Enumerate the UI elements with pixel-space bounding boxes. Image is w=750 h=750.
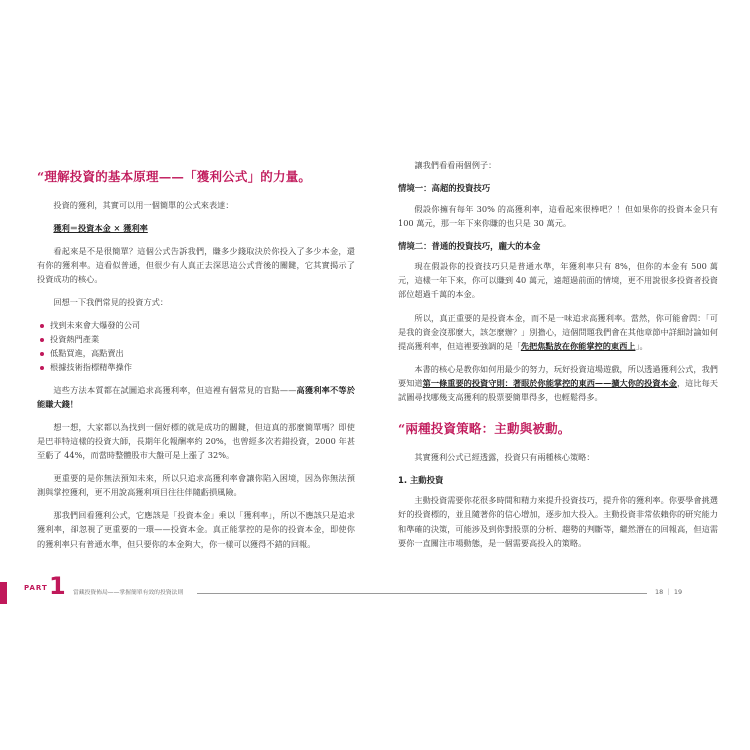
list-item: 投資熱門產業	[37, 332, 355, 346]
text-run: 本書的核心是教你如何用最少的努力，玩好投資這場遊戲，所以透過獲利公式，我們要知道	[398, 363, 718, 388]
list-item: 根據技術指標精準操作	[37, 360, 355, 374]
case-one-heading: 情境一：高超的投資技巧	[398, 183, 491, 194]
left-page-column	[37, 166, 355, 560]
paragraph: 其實獲利公式已經透露，投資只有兩種核心策略：	[414, 451, 595, 462]
paragraph-blind-spot	[37, 383, 355, 411]
emphasis-text: 先把焦點放在你能掌控的東西上	[520, 340, 636, 351]
paragraph: 投資的獲利，其實可以用一個簡單的公式來表達：	[53, 199, 234, 210]
case-two-heading: 情境二：普通的投資技巧，龐大的本金	[398, 240, 541, 251]
paragraph: 假設你擁有每年 30% 的高獲利率，這看起來很棒吧？！但如果你的投資本金只有 100 萬元，那一年下來你賺的也只是 30 萬元。	[398, 203, 718, 228]
paragraph: 讓我們看看兩個例子：	[414, 160, 497, 170]
list-item: 找到未來會大爆發的公司	[37, 318, 355, 332]
paragraph: 想一想，大家都以為找到一個好標的就是成功的關鍵，但這真的那麼簡單嗎？即使是巴菲特這樣的投資大師，長期年化報酬率約 20%，也曾經多次若錯投資，2000 年甚至虧了 44%，而當時整體股市大盤可是上漲了 32%。	[37, 421, 355, 461]
text-run: ，這比每天試圖尋找哪幾支高獲利的股票要簡單得多，也輕鬆得多。	[398, 378, 718, 403]
footer-part-number: 1	[49, 572, 66, 600]
paragraph: 主動投資需要你花很多時間和精力來提升投資技巧，提升你的獲利率。你要學會挑選好的投資標的，並且隨著你的信心增加，逐步加大投入。主動投資非常依賴你的研究能力和準確的決策，可能涉及到你對股票的分析、趨勢的判斷等，繼然潛在的回報高，但這需要你一直關注市場動態，是一個需要高投入的策略。	[398, 495, 718, 548]
active-investing-heading: 1. 主動投資	[398, 474, 444, 485]
footer-running-title: 當藏投資佈局——掌握簡單有效的投資法則	[73, 590, 184, 596]
right-page-column	[398, 158, 718, 559]
paragraph-rule	[398, 362, 718, 404]
section-title-two-strategies: “兩種投資策略：主動與被動。	[398, 421, 571, 437]
paragraph: 回想一下我們常見的投資方式：	[53, 297, 169, 308]
profit-formula: 獲利＝投資本金 × 獲利率	[53, 222, 148, 233]
text-run: 這些方法本質都在試圖追求高獲利率，但這裡有個常見的盲點——	[53, 384, 297, 395]
section-title-profit-formula: “理解投資的基本原理——「獲利公式」的力量。	[37, 169, 312, 184]
text-run: 」。	[635, 340, 648, 351]
paragraph: 那我們回看獲利公式，它應該是「投資本金」乘以「獲利率」，所以不應該只是追求獲利率，卻忽視了更重要的一環——投資本金。真正能掌控的是你的投資本金，即使你的獲利率只有普通水準，但只要你的本金夠大，你一樣可以獲得不錯的回報。	[37, 510, 355, 549]
footer-divider	[197, 593, 647, 594]
paragraph: 看起來是不是很簡單？這個公式告訴我們，賺多少錢取決於你投入了多少本金，還有你的獲利率。這看似普通，但很少有人真正去深思這公式背後的關鍵，它其實揭示了投資成功的核心。	[37, 245, 355, 284]
emphasis-text: 高獲利率不等於能賺大錢！	[37, 384, 355, 409]
paragraph: 現在假設你的投資技巧只是普通水準，年獲利率只有 8%，但你的本金有 500 萬元，這樣一年下來，你可以賺到 40 萬元，遠超過前面的情境，更不用說很多投資者投資部位超過千萬的本金。	[398, 261, 718, 300]
footer-page-numbers: 18 ｜ 19	[655, 588, 683, 596]
list-item: 低點買進，高點賣出	[37, 346, 355, 360]
text-run: 所以，真正重要的是投資本金，而不是一味追求高獲利率。當然，你可能會問：「可是我的資金沒那麼大，該怎麼辦？」別擔心，這個問題我們會在其他章節中詳細討論如何提高獲利率，但這裡要強調的是「	[398, 312, 718, 351]
paragraph-focus	[398, 311, 718, 353]
investment-methods-list	[37, 318, 355, 374]
paragraph: 更重要的是你無法預知未來，所以只追求高獲利率會讓你陷入困境，因為你無法預測與掌控獲利，更不用說高獲利項目往往伴隨虧損風險。	[37, 473, 355, 498]
footer-accent-bar	[0, 582, 7, 604]
footer-part-label: PART	[24, 584, 48, 592]
emphasis-text: 第一條重要的投資守則：著眼於你能掌控的東西——擴大你的投資本金	[422, 378, 677, 388]
